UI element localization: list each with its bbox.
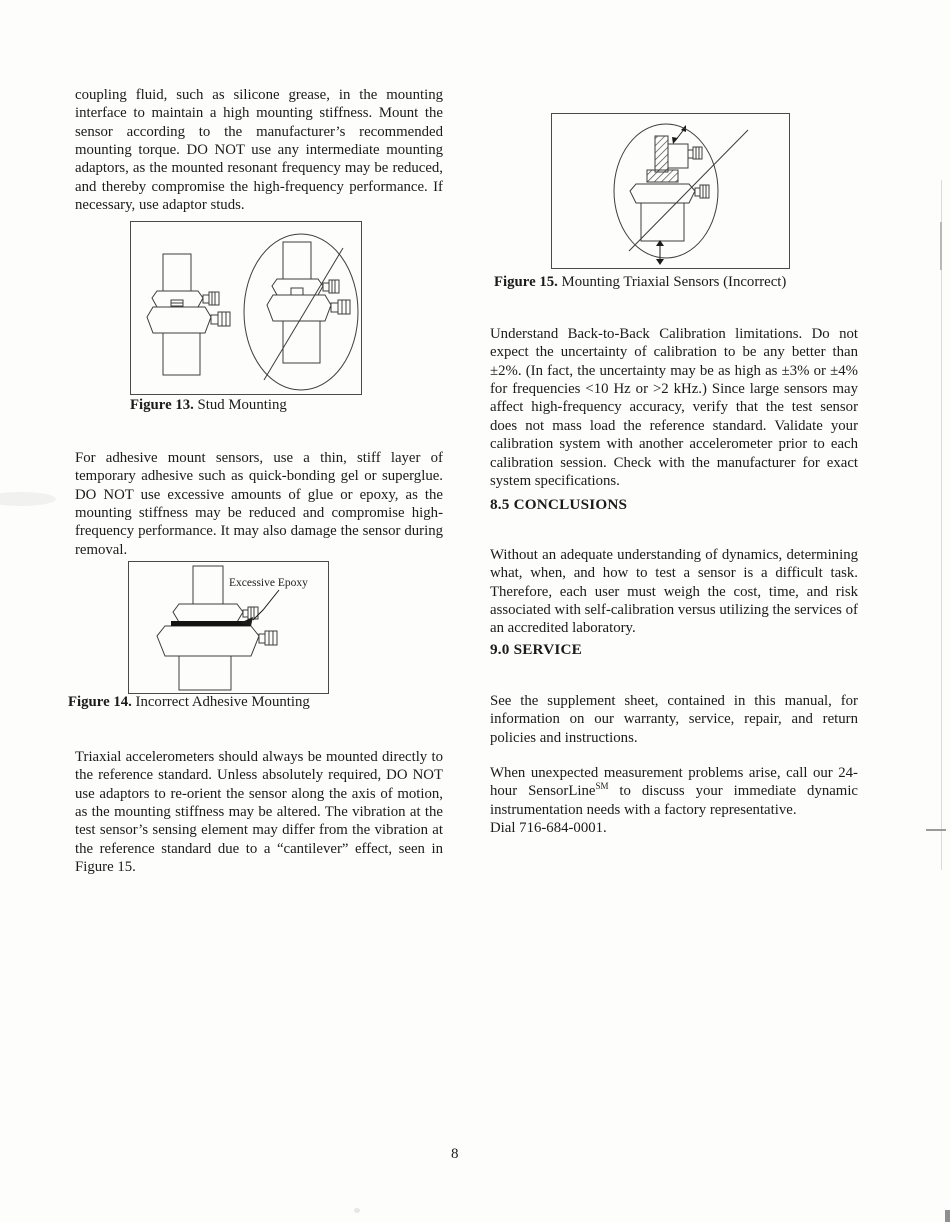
reference-standard-body	[641, 203, 684, 241]
paragraph-sensorline: When unexpected measurement problems arise, call our 24-hour SensorLine℠ to discuss your immediate dynamic instrumentation needs with a factory representative. Dial 716-684-0001.	[490, 764, 858, 837]
sensor-stack-incorrect	[267, 242, 350, 363]
paragraph-adhesive-mount: For adhesive mount sensors, use a thin, stiff layer of temporary adhesive such as quick-bonding gel or superglue. DO NOT use excessive amounts of glue or epoxy, as the mounting stiffness may be reduced and compromise high-frequency performance. It may also damage the sensor during removal.	[75, 449, 443, 558]
section-heading-conclusions: 8.5 CONCLUSIONS	[490, 496, 628, 513]
section-heading-service: 9.0 SERVICE	[490, 641, 582, 658]
sensor-top-cylinder	[193, 566, 223, 604]
phone-number: Dial 716-684-0001.	[490, 820, 607, 837]
annotation-arrow-icon	[240, 590, 279, 626]
incorrect-adhesive-drawing	[129, 562, 328, 693]
figure15-label: Figure 15.	[494, 274, 558, 290]
scan-edge-mark	[940, 222, 942, 270]
scan-dot	[354, 1208, 360, 1213]
paragraph-back-to-back: Understand Back-to-Back Calibration limitations. Do not expect the uncertainty of calibration to be any better than ±2%. (In fact, the uncertainty may be as high as ±3% or ±4% for frequencies <10 Hz or >2 kHz.) Since large sensors may affect high-frequency accuracy, verify that the test sensor does not mass load the reference standard. Validate your calibration system with another accelerometer prior to each calibration session. Check with the manufacturer for exact system specifications.	[490, 325, 858, 490]
figure14-caption: Figure 14. Incorrect Adhesive Mounting	[68, 694, 310, 710]
scan-smudge	[0, 492, 56, 506]
page-number: 8	[451, 1146, 459, 1162]
excessive-epoxy-layer	[171, 621, 251, 626]
scan-edge-line	[941, 180, 942, 870]
triaxial-mounting-drawing	[552, 114, 789, 268]
paragraph-supplement: See the supplement sheet, contained in this manual, for information on our warranty, service, repair, and return policies and instructions.	[490, 692, 858, 746]
excessive-epoxy-label: Excessive Epoxy	[229, 577, 308, 589]
figure15-image	[551, 113, 790, 269]
figure14-image	[128, 561, 329, 694]
scan-edge-dash	[926, 829, 946, 831]
paragraph-mounting-torque: coupling fluid, such as silicone grease, in the mounting interface to maintain a high mounting stiffness. Mount the sensor according to the manufacturer’s recommended mounting torque. DO NOT use any intermediate mounting adaptors, as the mounted resonant frequency may be reduced, and thereby compromise the high-frequency performance. If necessary, use adaptor studs.	[75, 86, 443, 214]
paragraph-conclusions: Without an adequate understanding of dynamics, determining what, when, and how to test a sensor is a difficult task. Therefore, each user must weigh the cost, time, and risk associated with self-calibration versus utilizing the services of an accredited laboratory.	[490, 546, 858, 637]
service-mark-superscript: SM	[595, 781, 609, 792]
figure15-caption: Figure 15. Mounting Triaxial Sensors (Incorrect)	[494, 274, 787, 290]
sensor-stack-correct	[147, 254, 230, 375]
figure14-label: Figure 14.	[68, 694, 132, 710]
figure13-caption: Figure 13. Stud Mounting	[130, 397, 287, 413]
figure13-label: Figure 13.	[130, 397, 194, 413]
stud-mounting-drawing	[131, 222, 361, 394]
paragraph-triaxial: Triaxial accelerometers should always be mounted directly to the reference standard. Unless absolutely required, DO NOT use adaptors to re-orient the sensor along the axis of motion, as the mounting stiffness may be altered. The vibration at the test sensor’s sensing element may differ from the vibration at the reference standard due to a “cantilever” effect, seen in Figure 15.	[75, 748, 443, 876]
scan-corner-mark	[945, 1210, 950, 1222]
test-sensor-body	[668, 144, 688, 168]
figure13-image	[130, 221, 362, 395]
